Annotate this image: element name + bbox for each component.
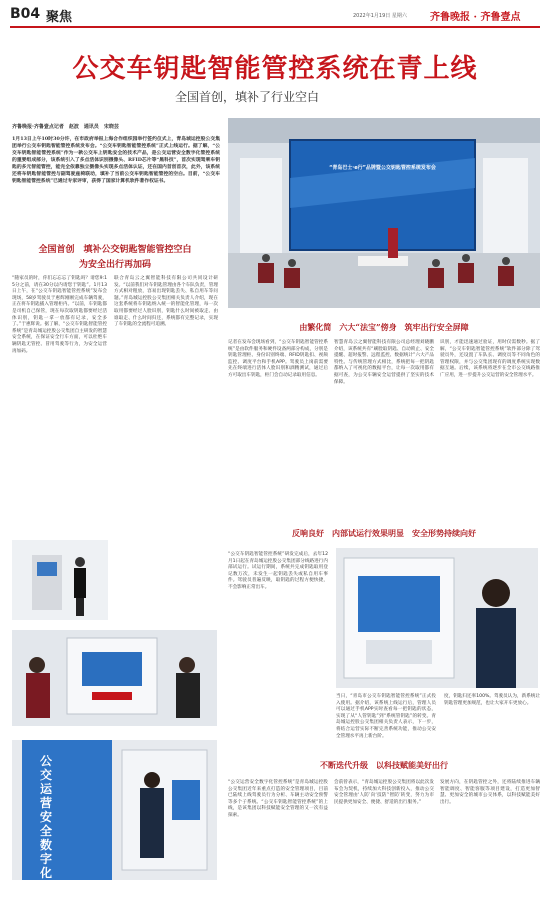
section-3-col-2: 当日，“青岛市公交车钥匙智能管控系统”正式投入使用。据介绍，该系统上线运行后，管理人员可以通过手机APP实时查看每一把钥匙的状态，实现了从“人管钥匙”到“系统管钥匙”的转变。青岛城运控股公交集团相关负责人表示，下一步，将结合运营实际不断完善系统功能，推动公交安全管理水平再上新台阶。 [336, 694, 436, 739]
section-2-col-3: 识别，才能迅速通过验证，用时仅需数秒。据了解，“公交车钥匙智能管控系统”软件部分除了驾驶员外，还设置了车队长、调度员等不同角色的管理权限，并与公交集团现有的调度系统实现数据互通。后续，该系统将逐步在全市公交线路推广应用，进一步提升公交运营的安全管理水平。 [440, 340, 540, 378]
masthead [10, 4, 540, 26]
section-4-col-1: “公交运营安全数字化管控系统”是青岛城运控股公交集团近年来重点打造的安全管理项目，目前已陆续上线驾驶员行为分析、车辆主动安全预警等多个子系统。“公交车钥匙智能管控系统”的上线，是该集团以科技赋能安全管理的又一次有益探索。 [228, 780, 328, 818]
section-4-col-2: 会前曾表示，“青岛城运控股公交集团将以此次发布会为契机，持续加大科技创新投入，推动公交安全管理由‘人防’向‘技防’‘智防’转变，努力为市民提供更加安全、便捷、舒适的出行服务。” [334, 780, 434, 805]
brand-logo: 齐鲁晚报 · 齐鲁壹点 [430, 12, 521, 23]
page-title: 公交车钥匙智能管控系统在青上线 [72, 54, 478, 84]
byline: 齐鲁晚报·齐鲁壹点记者 赵波 通讯员 宋晓芸 [12, 124, 119, 130]
section-1-col-2: 联合青岛云之翼智能科技有限公司共同设计研发。“以前我们对车钥匙管理由各个车队负责，管理方式相对粗放，容易出现钥匙丢失、私自用车等问题。”青岛城运控股公交集团相关负责人介绍，现在这套系统将车钥匙纳入统一的智能化管理，每一次取用都要经过人脸识别，钥匙什么时间被取走、由谁取走、什么时间归还，系统都有完整记录，实现了车钥匙的全流程可追溯。 [114, 276, 218, 328]
kiosk-photo [12, 540, 108, 620]
face-recognition-photo-illustration [336, 548, 538, 688]
section-1-heading: 全国首创 填补公交钥匙智能管控空白 [38, 245, 192, 255]
cabinet-photo-left [12, 630, 217, 726]
conference-banner-text: “青岛巴士·e行”品牌暨公交钥匙管控系统发布会 [329, 165, 436, 171]
section-1-heading-2: 为安全出行再加码 [78, 260, 151, 270]
section-4-col-3: 发展方向，在钥匙管控之外，还将陆续推进车辆智能调度、智能客服等项目建设，打造更加智慧、更加安全的城市公交体系，以科技赋能美好出行。 [440, 780, 540, 805]
conference-photo-illustration [228, 118, 540, 308]
section-name: 聚焦 [46, 10, 73, 25]
conference-photo [228, 118, 540, 308]
section-3-col-3: 度，钥匙归还率100%。驾驶员认为，新系统让钥匙管理更加规范，也让大家开车更放心。 [444, 694, 540, 706]
safety-panel-photo [12, 740, 217, 908]
face-recognition-photo [336, 548, 538, 688]
masthead-rule [10, 26, 540, 28]
cabinet-photo-left-illustration [12, 630, 217, 726]
section-1-col-1: “随家员的时，你们忘忘忘了钥匙吗？请您9:15分之前，请在30分以内请您于钥匙”。1月13日上午，在“公交车钥匙智能管控系统”发布会现场，58岁驾驶员于惠辉刚刚完成车辆驾驶，正在将车钥匙插入管理柜内。“以前，车钥匙都是司机自己保管，现在每次取钥匙都要经过活体识别，钥匙一拿一放都有记录，安全多了。”于惠辉说。据了解，“公交车钥匙智能管控系统”是青岛城运控股公交集团自主研发的智慧安全系统，在保证安全行车方面，可以杜绝车辆钥匙无管控、冒用驾驶等行为，为安全运营再加码。 [12, 276, 107, 354]
lead-paragraph: 1月13日上午10时30分许，在市政府举报上海合作组织园举行签约仪式上，青岛城运控股公交集团举行公交车钥匙智能管控系统发布会。“公交车钥匙智能管控系统”正式上线运行。据了解，“公交车钥匙智能管控系统”作为一款公交车上钥匙安全的技术产品，是公交运营安全数字化管控系统的重要组成部分，该系统引入了多点活体识别摄像头、RFID芯片等“黑科技”，首次实现驾乘车钥匙的多元智能管控，能完全依靠独立摄像头实现多点活体认证，还在国内首创首次，此外，该系统还将车钥匙智能管控与副驾驶座椅联动，填补了当前公交车钥匙智能管控的空白。目前，“公交车钥匙智能管控系统”已通过专家评审，获得了国家计算机软件著作权证书。 [12, 136, 220, 184]
section-3-col-1: “公交车钥匙智能管控系统”研发完成后，去年12月1日起在青岛城运控股公交集团部分线路进行内部试运行。试运行期间，系统共完成钥匙取用登记数万次，未发生一起钥匙丢失或私自用车事件。驾驶员普遍反映，取钥匙的过程方便快捷，不会影响正常出车。 [228, 552, 328, 590]
safety-panel-text: 公交运营安全数字化管控 [40, 754, 53, 908]
page-number: B04 [10, 6, 41, 22]
kiosk-photo-illustration [12, 540, 108, 620]
issue-date: 2022年1月19日 星期六 [353, 13, 407, 19]
section-3-heading: 反响良好 内部试运行效果明显 安全形势持续向好 [292, 528, 476, 538]
page-subtitle: 全国首创，填补了行业空白 [175, 90, 320, 104]
section-2-col-2: 智慧青岛云之翼智能科技有限公司总经理刘晓鹏介绍，该系统共有“刷脸取钥匙、自动锁止、安全提醒、超时报警、远程监控、数据统计”六大产品特性。与传统管理方式相比，系统把每一把钥匙都纳入了可视化的数据平台，让每一次取用都有据可查，为公交车辆安全运营提供了坚实的技术保障。 [334, 340, 434, 385]
section-2-col-1: 记者在发布会现场看到，“公交车钥匙智能管控系统”是由软件服务和硬件设备两部分构成，分别是钥匙管理柜、身份识别终端、RFID钥匙扣、视频监控、调度平台和手机APP。驾驶员上岗前需要先在终端进行活体人脸识别和酒精测试，通过后方可取出车钥匙，柜门会自动记录取用信息。 [228, 340, 328, 378]
section-4-heading: 不断迭代升级 以科技赋能美好出行 [320, 760, 448, 770]
section-2-heading: 由繁化简 六大“法宝”傍身 筑牢出行安全屏障 [299, 322, 469, 332]
